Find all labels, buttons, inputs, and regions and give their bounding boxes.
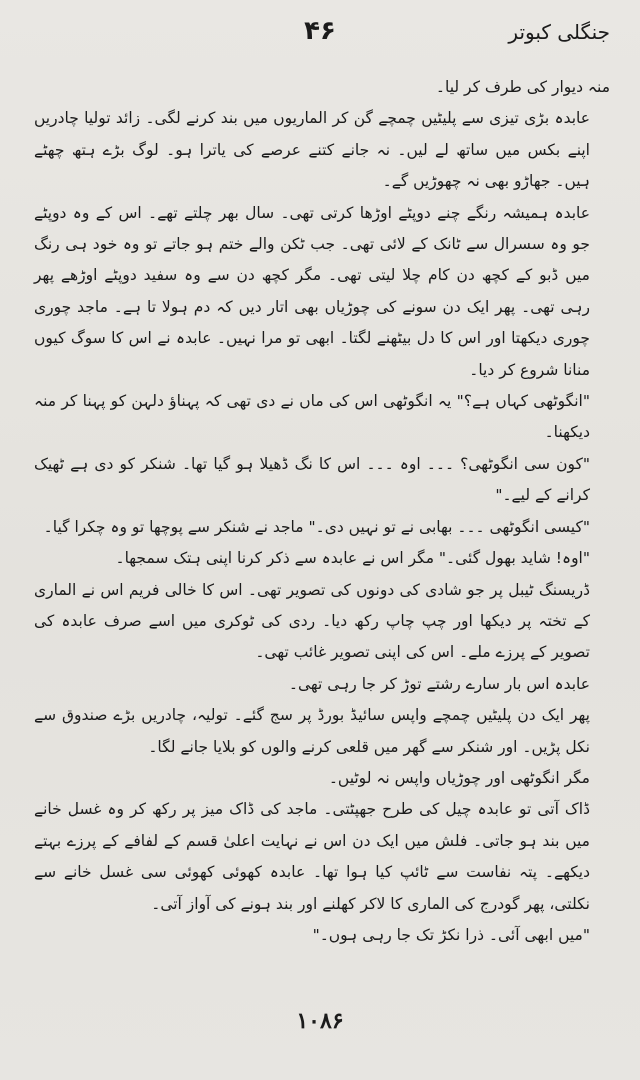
paragraph: عابدہ بڑی تیزی سے پلیٹیں چمچے گن کر الماریوں میں بند کرنے لگی۔ زائد تولیا چادریں اپنے بکس میں ساتھ لے لیں۔ نہ جانے کتنے عرصے کی یاترا ہو۔ لوگ بڑے ہتھ چھٹے ہیں۔ جھاڑو بھی نہ چھوڑیں گے۔ bbox=[34, 109, 590, 191]
paragraph: ڈریسنگ ٹیبل پر جو شادی کی دونوں کی تصویر تھی۔ اس کا خالی فریم اس نے الماری کے تختہ پر دیکھا اور چپ چاپ رکھ دیا۔ ردی کی ٹوکری میں اسے صرف عابدہ کی تصویر کے پرزے ملے۔ اس کی اپنی تصویر غائب تھی۔ bbox=[34, 580, 590, 662]
paragraph: "میں ابھی آئی۔ ذرا نکڑ تک جا رہی ہوں۔" bbox=[312, 925, 590, 944]
paragraph: ڈاک آتی تو عابدہ چیل کی طرح جھپٹتی۔ ماجد کی ڈاک میز پر رکھ کر وہ غسل خانے میں بند ہو جاتی۔ فلش میں ایک دن اس نے نہایت اعلیٰ قسم کے لفافے کے پرزے بہتے دیکھے۔ پتہ نفاست سے ٹائپ کیا ہوا تھا۔ عابدہ کھوئی کھوئی سی غسل خانے سے نکلتی، پھر گودرج کی الماری کا لاکر کھلنے اور بند ہونے کی آواز آتی۔ bbox=[34, 800, 590, 913]
paragraph: عابدہ ہمیشہ رنگے چنے دوپٹے اوڑھا کرتی تھی۔ سال بھر چلتے تھے۔ اس کے وہ دوپٹے جو وہ سسرال سے ٹانک کے لائی تھی۔ جب ٹکن والے ختم ہو جاتے تو وہ خود ہی رنگ میں ڈبو کے کچھ دن کام چلا لیتی تھی۔ مگر کچھ دن سے وہ سفید دوپٹے اوڑھے پھر رہی تھی۔ پھر ایک دن سونے کی چوڑیاں بھی اتار دیں کہ دم ہولا تا ہے۔ ماجد چوری چوری دیکھتا اور اس کا دل بیٹھنے لگتا۔ ابھی تو مرا نہیں۔ عابدہ نے اس کا سوگ کیوں منانا شروع کر دیا۔ bbox=[34, 203, 590, 379]
paragraph: عابدہ اس بار سارے رشتے توڑ کر جا رہی تھی۔ bbox=[288, 674, 590, 693]
paragraph: پھر ایک دن پلیٹیں چمچے واپس سائیڈ بورڈ پر سج گئے۔ تولیہ، چادریں بڑے صندوق سے نکل پڑیں۔ اور شنکر سے گھر میں قلعی کرنے والوں کو بلایا جانے لگا۔ bbox=[34, 706, 590, 756]
paragraph: "اوہ! شاید بھول گئی۔" مگر اس نے عابدہ سے ذکر کرنا اپنی ہتک سمجھا۔ bbox=[115, 549, 590, 568]
paragraph: "انگوٹھی کہاں ہے؟" یہ انگوٹھی اس کی ماں نے دی تھی کہ پہناؤ دلہن کو پہنا کر منہ دیکھنا۔ bbox=[34, 392, 590, 442]
paragraph: "کون سی انگوٹھی؟ ۔۔۔ اوہ ۔۔۔ اس کا نگ ڈھیلا ہو گیا تھا۔ شنکر کو دی ہے ٹھیک کرانے کے لیے۔" bbox=[34, 454, 590, 505]
paragraph: مگر انگوٹھی اور چوڑیاں واپس نہ لوٹیں۔ bbox=[328, 768, 590, 787]
page-number-bottom: ۱۰۸۶ bbox=[296, 1008, 344, 1034]
page-header bbox=[30, 14, 610, 62]
paragraph: منہ دیوار کی طرف کر لیا۔ bbox=[435, 78, 610, 96]
paragraph: "کیسی انگوٹھی ۔۔۔ بھابی نے تو نہیں دی۔" ماجد نے شنکر سے پوچھا تو وہ چکرا گیا۔ bbox=[43, 517, 590, 536]
running-title: جنگلی کبوتر bbox=[508, 20, 610, 44]
page-number-top: ۴۶ bbox=[304, 16, 336, 46]
body-text bbox=[34, 72, 610, 951]
